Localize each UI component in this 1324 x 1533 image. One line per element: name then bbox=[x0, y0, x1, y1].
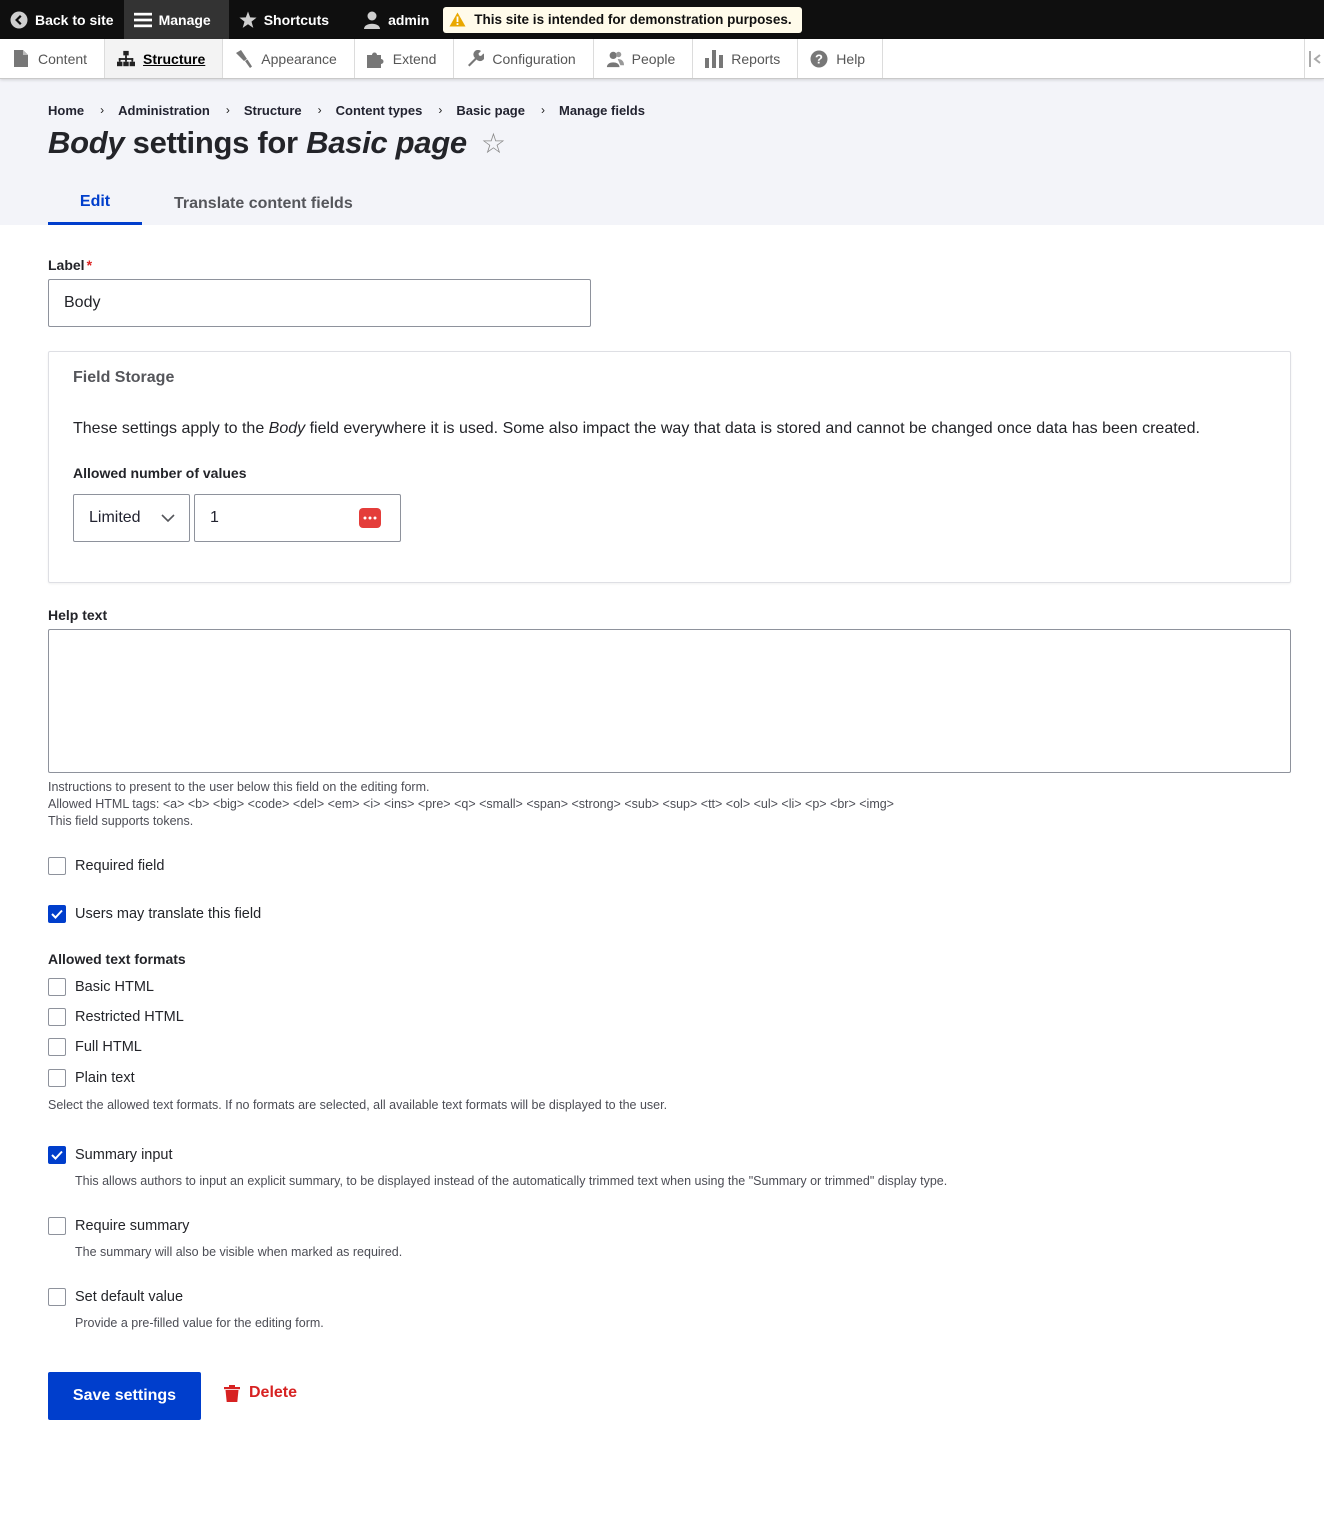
require-summary-row[interactable] bbox=[48, 1217, 189, 1235]
warning-icon bbox=[449, 12, 466, 27]
user-label: admin bbox=[388, 11, 430, 28]
field-storage-description: These settings apply to the Body field everywhere it is used. Some also impact the way that data is stored and cannot be changed once data has been created. bbox=[73, 420, 1200, 437]
required-field-checkbox[interactable] bbox=[48, 857, 66, 875]
breadcrumb-basic-page[interactable]: Basic page bbox=[456, 103, 525, 118]
help-text-textarea[interactable] bbox=[48, 629, 1291, 773]
tray-item-label: Configuration bbox=[492, 50, 576, 67]
star-icon bbox=[239, 11, 257, 29]
tray-item-structure[interactable] bbox=[105, 39, 223, 78]
shortcuts-button[interactable] bbox=[229, 0, 353, 39]
puzzle-icon bbox=[367, 50, 385, 68]
demo-notice-badge bbox=[443, 7, 801, 33]
breadcrumb-separator: › bbox=[540, 103, 545, 117]
allowed-formats-title: Allowed text formats bbox=[48, 951, 186, 967]
format-label: Plain text bbox=[75, 1070, 135, 1086]
demo-notice-text: This site is intended for demonstration purposes. bbox=[474, 12, 792, 27]
back-to-site-label: Back to site bbox=[35, 11, 114, 28]
save-settings-button[interactable]: Save settings bbox=[48, 1372, 201, 1420]
breadcrumb-separator: › bbox=[438, 103, 443, 117]
format-full-html-row[interactable] bbox=[48, 1038, 142, 1056]
cardinality-number-value: 1 bbox=[210, 509, 219, 526]
svg-text:?: ? bbox=[815, 51, 824, 66]
summary-input-row[interactable] bbox=[48, 1146, 173, 1164]
paintbrush-icon bbox=[235, 50, 253, 68]
tray-item-content[interactable] bbox=[0, 39, 105, 78]
people-icon bbox=[606, 50, 624, 68]
default-value-description: Provide a pre-filled value for the editing form. bbox=[75, 1316, 324, 1330]
default-value-checkbox[interactable] bbox=[48, 1288, 66, 1306]
require-summary-label: Require summary bbox=[75, 1218, 190, 1234]
format-label: Basic HTML bbox=[75, 979, 154, 995]
file-icon bbox=[12, 50, 30, 68]
breadcrumb-separator: › bbox=[225, 103, 230, 117]
format-plain-text-checkbox[interactable] bbox=[48, 1069, 66, 1087]
tray-item-label: Help bbox=[836, 50, 866, 67]
tray-item-label: Appearance bbox=[261, 50, 337, 67]
cardinality-number-input[interactable] bbox=[194, 494, 401, 542]
page-title-middle: settings for bbox=[124, 125, 307, 160]
tray-item-label: Content bbox=[38, 50, 88, 67]
format-restricted-html-row[interactable] bbox=[48, 1008, 184, 1026]
delete-label: Delete bbox=[249, 1384, 298, 1401]
help-text-description: Instructions to present to the user below this field on the editing form. Allowed HTML tags: <a> <b> <big> <code> <del> <em> <i> <ins> <pre> <q> <small> <span> <strong> <sub> <sup> <tt> <ol> <ul> <li> <p> <br> <img> This field supports tokens. bbox=[48, 780, 894, 828]
tray-item-extend[interactable] bbox=[355, 39, 455, 78]
shortcut-star-icon[interactable]: ☆ bbox=[480, 127, 506, 159]
manage-label: Manage bbox=[158, 11, 211, 28]
label-input[interactable]: Body bbox=[48, 279, 591, 327]
shortcuts-label: Shortcuts bbox=[263, 11, 330, 28]
user-icon bbox=[363, 11, 381, 29]
breadcrumb-separator: › bbox=[100, 103, 105, 117]
page-title bbox=[48, 125, 506, 161]
hamburger-icon bbox=[134, 11, 152, 29]
tray-item-label: Structure bbox=[143, 50, 206, 67]
breadcrumb-separator: › bbox=[317, 103, 322, 117]
translatable-label: Users may translate this field bbox=[75, 906, 262, 922]
format-basic-html-row[interactable] bbox=[48, 978, 154, 996]
tray-item-label: Reports bbox=[731, 50, 781, 67]
user-menu-button[interactable] bbox=[353, 0, 437, 39]
help-icon bbox=[810, 50, 828, 68]
format-label: Restricted HTML bbox=[75, 1009, 184, 1025]
require-summary-description: The summary will also be visible when marked as required. bbox=[75, 1245, 403, 1259]
required-marker: * bbox=[86, 257, 93, 273]
tray-item-people[interactable] bbox=[594, 39, 694, 78]
page-header bbox=[0, 79, 1324, 225]
back-arrow-icon bbox=[10, 11, 28, 29]
translatable-checkbox[interactable] bbox=[48, 905, 66, 923]
summary-input-checkbox[interactable] bbox=[48, 1146, 66, 1164]
tray-item-configuration[interactable] bbox=[454, 39, 593, 78]
primary-tabs bbox=[48, 182, 385, 225]
breadcrumb-content-types[interactable]: Content types bbox=[335, 103, 423, 118]
tray-orientation-toggle[interactable] bbox=[1304, 39, 1324, 78]
allowed-values-label: Allowed number of values bbox=[73, 465, 247, 481]
field-storage-fieldset bbox=[48, 351, 1291, 583]
format-restricted-html-checkbox[interactable] bbox=[48, 1008, 66, 1026]
cardinality-select[interactable] bbox=[73, 494, 190, 542]
help-text-label: Help text bbox=[48, 607, 108, 623]
translatable-checkbox-row[interactable] bbox=[48, 905, 261, 923]
tray-item-label: Extend bbox=[392, 50, 437, 67]
chevron-down-icon bbox=[161, 511, 175, 530]
page-title-field: Body bbox=[48, 125, 125, 160]
tab-edit[interactable]: Edit bbox=[48, 182, 142, 225]
breadcrumb-structure[interactable]: Structure bbox=[243, 103, 302, 118]
format-basic-html-checkbox[interactable] bbox=[48, 978, 66, 996]
trash-icon bbox=[224, 1385, 240, 1402]
field-storage-legend: Field Storage bbox=[73, 369, 175, 386]
label-field-title: Label * bbox=[48, 257, 93, 273]
format-label: Full HTML bbox=[75, 1039, 142, 1055]
summary-input-description: This allows authors to input an explicit summary, to be displayed instead of the automatically trimmed text when using the "Summary or trimmed" display type. bbox=[75, 1174, 948, 1188]
back-to-site-link[interactable] bbox=[0, 0, 124, 39]
wrench-icon bbox=[466, 50, 484, 68]
required-field-checkbox-row[interactable] bbox=[48, 857, 164, 875]
require-summary-checkbox[interactable] bbox=[48, 1217, 66, 1235]
page-title-bundle: Basic page bbox=[306, 125, 467, 160]
default-value-row[interactable] bbox=[48, 1288, 183, 1306]
collapse-icon bbox=[1309, 51, 1321, 67]
formats-description: Select the allowed text formats. If no formats are selected, all available text formats will be displayed to the user. bbox=[48, 1098, 668, 1112]
format-plain-text-row[interactable] bbox=[48, 1069, 135, 1087]
bar-chart-icon bbox=[705, 50, 723, 68]
admin-tray bbox=[0, 39, 1324, 79]
admin-toolbar bbox=[0, 0, 1324, 39]
tray-item-reports[interactable] bbox=[693, 39, 798, 78]
breadcrumb-home[interactable]: Home bbox=[48, 103, 85, 118]
required-field-label: Required field bbox=[75, 858, 165, 874]
delete-link[interactable] bbox=[224, 1384, 297, 1402]
tray-item-appearance[interactable] bbox=[223, 39, 355, 78]
breadcrumb-administration[interactable]: Administration bbox=[118, 103, 210, 118]
breadcrumb-manage-fields[interactable]: Manage fields bbox=[558, 103, 645, 118]
cardinality-select-value: Limited bbox=[89, 509, 141, 526]
sitemap-icon bbox=[117, 50, 135, 68]
tray-item-label: People bbox=[631, 50, 676, 67]
summary-input-label: Summary input bbox=[75, 1147, 173, 1163]
password-manager-icon[interactable] bbox=[359, 508, 381, 528]
default-value-label: Set default value bbox=[75, 1289, 184, 1305]
manage-menu-button[interactable] bbox=[124, 0, 229, 39]
format-full-html-checkbox[interactable] bbox=[48, 1038, 66, 1056]
tab-translate[interactable]: Translate content fields bbox=[174, 194, 353, 212]
breadcrumb bbox=[48, 103, 645, 118]
tray-item-help[interactable] bbox=[798, 39, 883, 78]
